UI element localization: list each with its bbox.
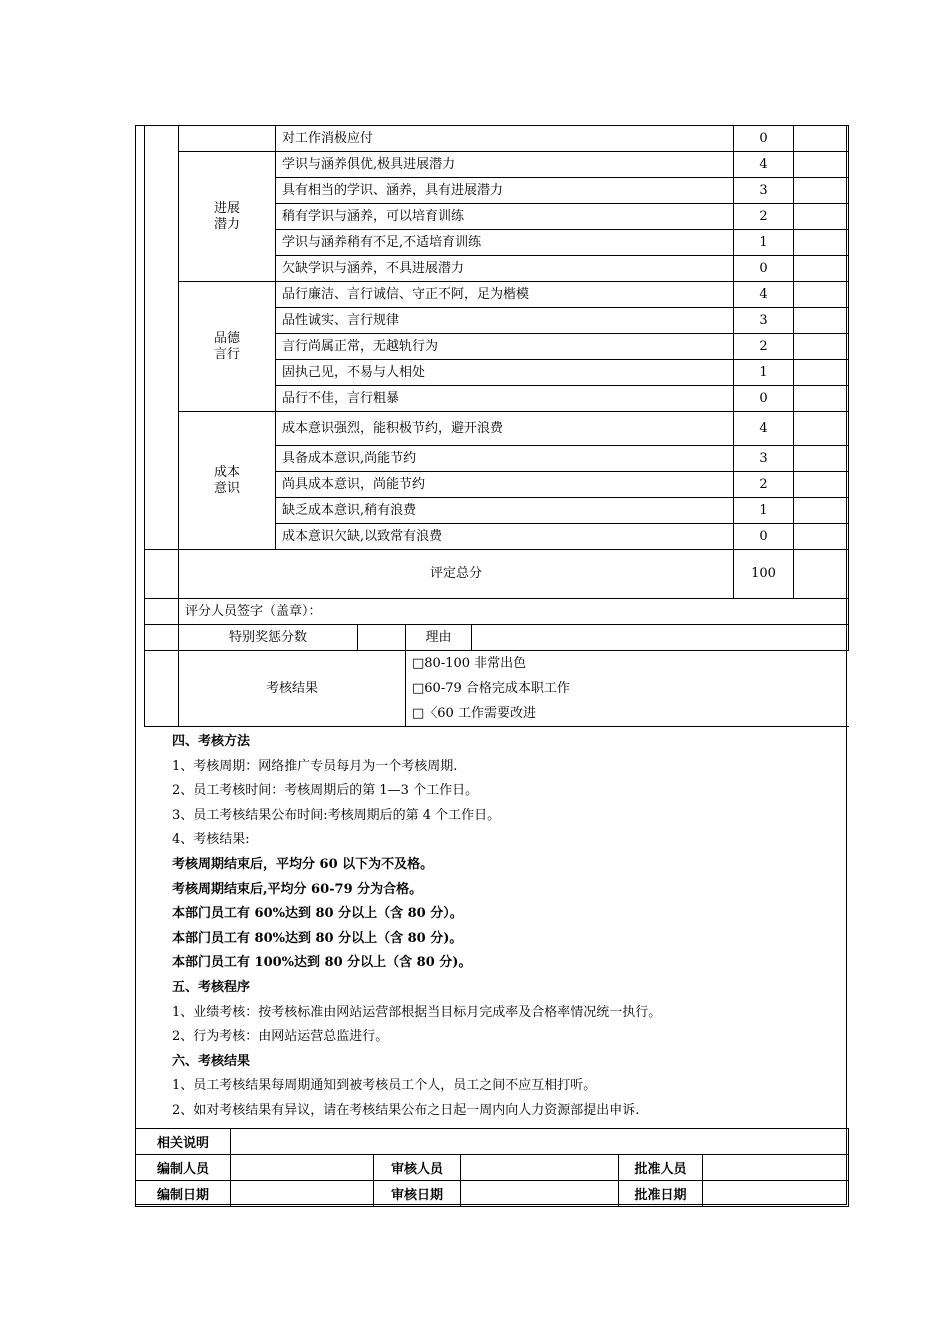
result-checkbox-option[interactable]: □60-79 合格完成本职工作: [412, 681, 570, 696]
compile-date-label: 编制日期: [136, 1181, 231, 1207]
section-line-bold: 本部门员工有 60%达到 80 分以上（含 80 分）。: [172, 906, 463, 922]
criterion-text: 学识与涵养俱优,极具进展潜力: [276, 152, 734, 178]
score-value: 2: [734, 204, 794, 230]
result-options: [406, 651, 849, 727]
criterion-text: 具有相当的学识、涵养，具有进展潜力: [276, 178, 734, 204]
bonus-row: [145, 625, 849, 651]
section-line-bold: 五、考核程序: [172, 979, 251, 995]
result-checkbox-option[interactable]: □80-100 非常出色: [412, 656, 527, 671]
score-value: 1: [734, 230, 794, 256]
score-row: [145, 282, 849, 308]
score-value: 0: [734, 126, 794, 152]
self-score-cell[interactable]: [794, 498, 849, 524]
result-label: 考核结果: [179, 651, 406, 727]
score-value: 1: [734, 498, 794, 524]
self-score-cell[interactable]: [794, 446, 849, 472]
index-cell: [145, 550, 179, 599]
category-label: 意识: [213, 480, 240, 496]
signature-label: 评分人员签字（盖章）：: [179, 599, 849, 625]
score-value: 0: [734, 386, 794, 412]
criterion-text: 成本意识强烈，能积极节约，避开浪费: [276, 412, 734, 446]
review-date-field[interactable]: [461, 1181, 619, 1207]
self-score-cell[interactable]: [794, 334, 849, 360]
approve-date-field[interactable]: [703, 1181, 849, 1207]
criterion-text: 稍有学识与涵养，可以培育训练: [276, 204, 734, 230]
section-line: 2、行为考核：由网站运营总监进行。: [172, 1029, 389, 1045]
category-label: 进展: [213, 200, 240, 216]
score-value: 4: [734, 412, 794, 446]
review-date-label: 审核日期: [374, 1181, 461, 1207]
section-line-bold: 本部门员工有 80%达到 80 分以上（含 80 分)。: [172, 930, 463, 946]
category-cell: [179, 126, 276, 152]
criterion-text: 具备成本意识,尚能节约: [276, 446, 734, 472]
self-score-cell[interactable]: [794, 152, 849, 178]
score-value: 2: [734, 472, 794, 498]
score-value: 2: [734, 334, 794, 360]
section-line: 1、考核周期：网络推广专员每月为一个考核周期.: [172, 758, 458, 774]
criterion-text: 学识与涵养稍有不足,不适培育训练: [276, 230, 734, 256]
criterion-text: 品行廉洁、言行诚信、守正不阿，足为楷模: [276, 282, 734, 308]
category-cell: [179, 152, 276, 282]
signoff-table: [135, 1128, 849, 1207]
score-value: 0: [734, 524, 794, 550]
criterion-text: 缺乏成本意识,稍有浪费: [276, 498, 734, 524]
self-score-cell[interactable]: [794, 360, 849, 386]
section-line: 2、如对考核结果有异议，请在考核结果公布之日起一周内向人力资源部提出申诉.: [172, 1102, 640, 1118]
self-score-cell[interactable]: [794, 204, 849, 230]
bonus-field[interactable]: [358, 625, 406, 651]
index-cell: [145, 126, 179, 550]
score-value: 4: [734, 152, 794, 178]
self-score-cell[interactable]: [794, 308, 849, 334]
signature-row: [145, 599, 849, 625]
approver-label: 批准人员: [619, 1155, 703, 1181]
criterion-text: 对工作消极应付: [276, 126, 734, 152]
criterion-text: 言行尚属正常，无越轨行为: [276, 334, 734, 360]
section-line: 4、考核结果:: [172, 832, 250, 848]
category-cell: [179, 282, 276, 412]
compiler-label: 编制人员: [136, 1155, 231, 1181]
score-table: [144, 125, 849, 727]
category-label: 成本: [213, 464, 240, 480]
self-score-cell[interactable]: [794, 230, 849, 256]
score-value: 0: [734, 256, 794, 282]
section-line-bold: 六、考核结果: [172, 1053, 251, 1069]
reason-label: 理由: [406, 625, 472, 651]
self-score-cell[interactable]: [794, 178, 849, 204]
score-value: 3: [734, 446, 794, 472]
criterion-text: 品行不佳，言行粗暴: [276, 386, 734, 412]
total-label: 评定总分: [179, 550, 734, 599]
index-cell: [145, 651, 179, 727]
criterion-text: 成本意识欠缺,以致常有浪费: [276, 524, 734, 550]
category-label: 品德: [213, 330, 240, 346]
section-line: 2、员工考核时间：考核周期后的第 1—3 个工作日。: [172, 783, 479, 799]
score-value: 1: [734, 360, 794, 386]
self-score-cell[interactable]: [794, 472, 849, 498]
total-self-cell[interactable]: [794, 550, 849, 599]
compile-date-field[interactable]: [231, 1181, 374, 1207]
self-score-cell[interactable]: [794, 386, 849, 412]
approver-field[interactable]: [703, 1155, 849, 1181]
related-notes-label: 相关说明: [136, 1129, 231, 1155]
self-score-cell[interactable]: [794, 256, 849, 282]
result-row: [145, 651, 849, 727]
category-label: 言行: [213, 346, 240, 362]
compiler-field[interactable]: [231, 1155, 374, 1181]
index-cell: [145, 599, 179, 625]
self-score-cell[interactable]: [794, 524, 849, 550]
self-score-cell[interactable]: [794, 126, 849, 152]
section-line-bold: 考核周期结束后，平均分 60 以下为不及格。: [172, 856, 434, 872]
related-notes-field[interactable]: [231, 1129, 849, 1155]
result-checkbox-option[interactable]: □〈60 工作需要改进: [412, 706, 536, 721]
criterion-text: 品性诚实、言行规律: [276, 308, 734, 334]
score-row: [145, 152, 849, 178]
reviewer-field[interactable]: [461, 1155, 619, 1181]
section-line: 1、员工考核结果每周期通知到被考核员工个人，员工之间不应互相打听。: [172, 1078, 597, 1094]
criterion-text: 欠缺学识与涵养，不具进展潜力: [276, 256, 734, 282]
score-value: 3: [734, 308, 794, 334]
section-line-bold: 考核周期结束后,平均分 60-79 分为合格。: [172, 881, 423, 897]
index-cell: [145, 625, 179, 651]
criterion-text: 尚具成本意识，尚能节约: [276, 472, 734, 498]
category-cell: [179, 412, 276, 550]
section-line-bold: 本部门员工有 100%达到 80 分以上（含 80 分)。: [172, 955, 472, 971]
total-value: 100: [734, 550, 794, 599]
score-value: 4: [734, 282, 794, 308]
section-line-bold: 四、考核方法: [172, 734, 251, 749]
bonus-label: 特别奖惩分数: [179, 625, 358, 651]
self-score-cell[interactable]: [794, 412, 849, 446]
self-score-cell[interactable]: [794, 282, 849, 308]
score-row: [145, 412, 849, 446]
reason-field[interactable]: [472, 625, 849, 651]
total-row: [145, 550, 849, 599]
method-section: [172, 730, 832, 1124]
score-row: [145, 126, 849, 152]
reviewer-label: 审核人员: [374, 1155, 461, 1181]
section-line: 1、业绩考核：按考核标准由网站运营部根据当目标月完成率及合格率情况统一执行。: [172, 1004, 662, 1020]
section-line: 3、员工考核结果公布时间:考核周期后的第 4 个工作日。: [172, 807, 501, 823]
score-value: 3: [734, 178, 794, 204]
criterion-text: 固执己见，不易与人相处: [276, 360, 734, 386]
approve-date-label: 批准日期: [619, 1181, 703, 1207]
category-label: 潜力: [213, 216, 240, 232]
